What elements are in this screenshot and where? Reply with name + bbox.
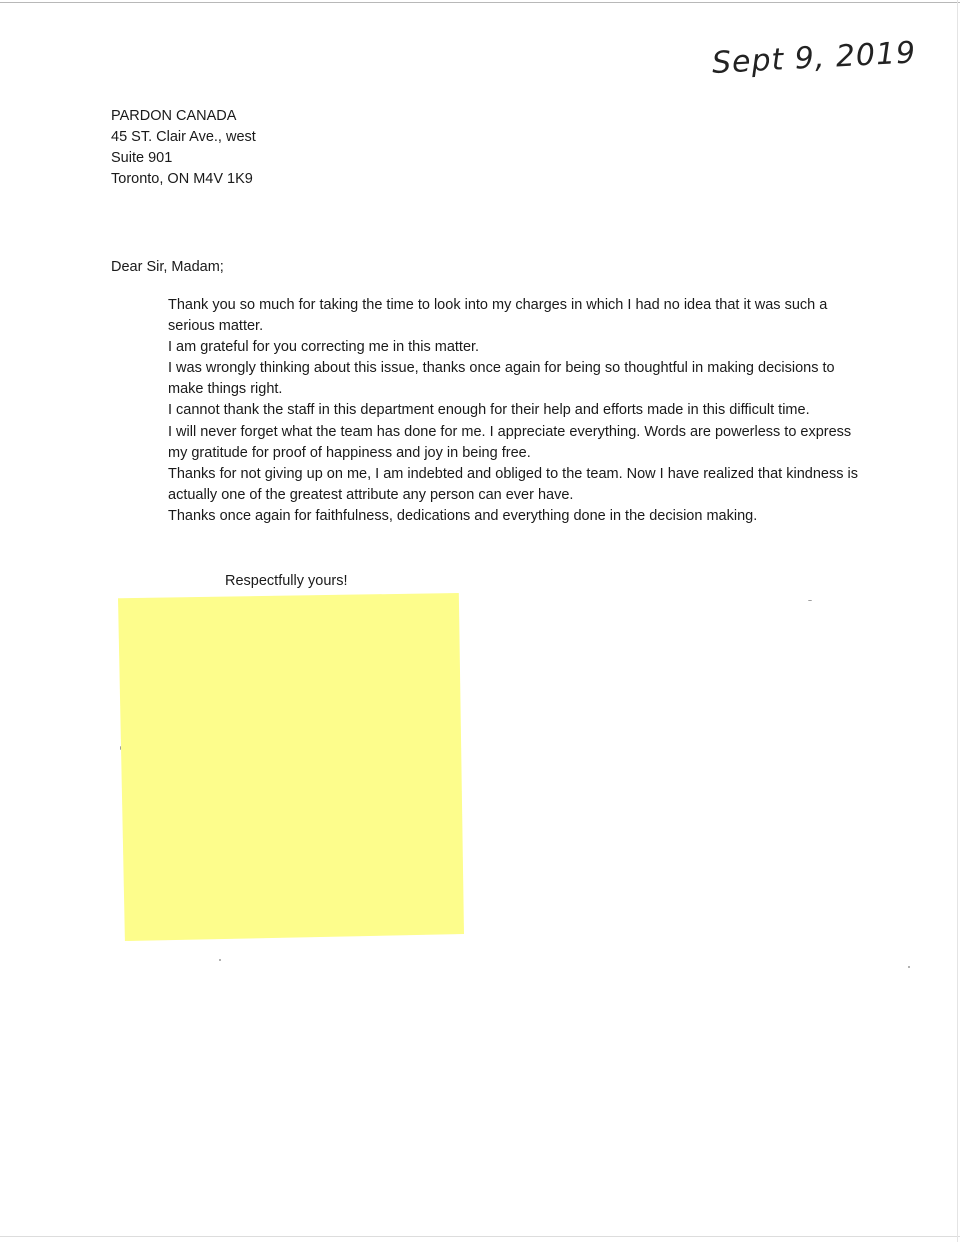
scan-edge-right <box>957 0 958 1242</box>
body-paragraph: Thanks for not giving up on me, I am indebted and obliged to the team. Now I have realized that kindness is actually one of the greatest attribute any person can ever have. <box>168 465 858 503</box>
scan-speck <box>120 746 121 750</box>
recipient-address <box>111 106 256 190</box>
letter-body <box>168 295 868 527</box>
scan-speck <box>219 959 221 961</box>
body-paragraph: Thank you so much for taking the time to look into my charges in which I had no idea that it was such a serious matter. <box>168 297 828 335</box>
recipient-name: PARDON CANADA <box>111 108 237 124</box>
scan-speck <box>808 600 812 601</box>
body-paragraph: I am grateful for you correcting me in this matter. <box>168 339 480 356</box>
closing: Respectfully yours! <box>225 573 348 589</box>
salutation: Dear Sir, Madam; <box>111 259 224 275</box>
body-paragraph: I cannot thank the staff in this department enough for their help and efforts made in this difficult time. <box>168 402 810 419</box>
scan-edge-top <box>0 2 960 3</box>
recipient-street: 45 ST. Clair Ave., west <box>111 129 256 145</box>
handwritten-date: Sept 9, 2019 <box>711 35 917 81</box>
recipient-city: Toronto, ON M4V 1K9 <box>111 171 253 187</box>
scan-speck <box>908 966 910 968</box>
redaction-sticky-note <box>118 593 464 941</box>
body-paragraph: I was wrongly thinking about this issue, thanks once again for being so thoughtful in making decisions to make things right. <box>168 360 835 398</box>
body-paragraph: Thanks once again for faithfulness, dedications and everything done in the decision making. <box>168 507 758 524</box>
body-paragraph: I will never forget what the team has done for me. I appreciate everything. Words are powerless to express my gratitude for proof of happiness and joy in being free. <box>168 423 852 461</box>
recipient-suite: Suite 901 <box>111 150 173 166</box>
scan-edge-bottom <box>0 1236 960 1237</box>
